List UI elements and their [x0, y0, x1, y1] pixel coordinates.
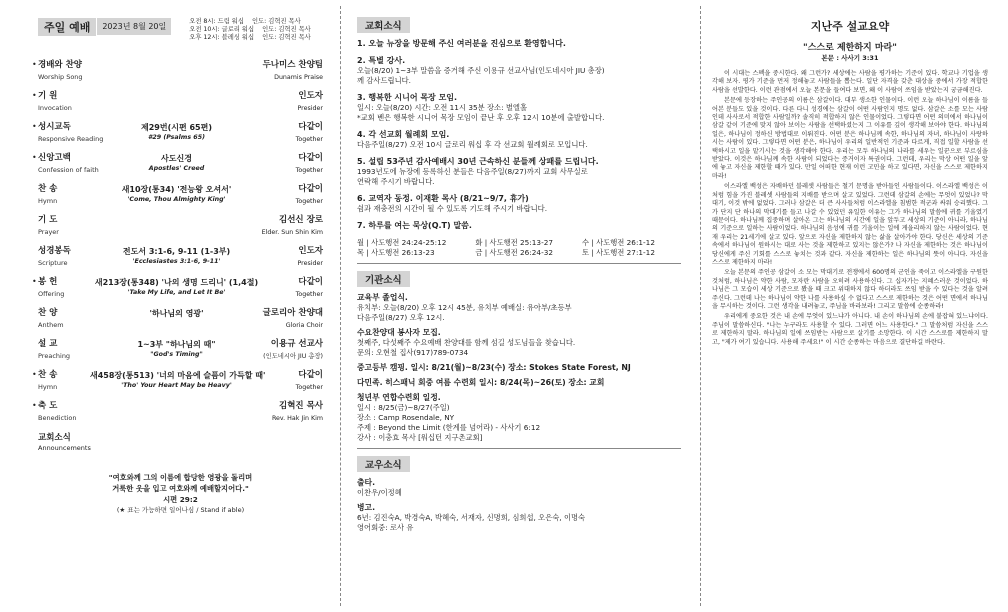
item-subtitle: Anthem [38, 321, 64, 329]
news-heading: 중고등부 캠핑. 일시: 8/21(월)~8/23(수) 장소: Stokes State Forest, NJ [357, 363, 631, 372]
item-detail [90, 339, 263, 359]
detail-title: 제29번(시편 65편) [140, 123, 212, 132]
news-line: 장소 : Camp Rosendale, NY [357, 413, 455, 422]
detail-subtitle: 'Come, Thou Almighty King' [127, 196, 226, 203]
sermon-scripture: 본문 : 사사기 3:31 [821, 54, 879, 62]
news-line: 6년: 김진숙A, 박경숙A, 박혜숙, 서재자, 신명희, 심희섭, 오은숙, 이명숙 [357, 513, 586, 522]
item-detail [90, 153, 263, 173]
leader-role: Rev. Hak Jin Kim [271, 415, 323, 422]
detail-subtitle: 'Tho' Your Heart May be Heavy' [121, 382, 232, 389]
worship-date: 2023년 8월 20일 [97, 18, 171, 35]
item-subtitle: Scripture [38, 259, 68, 267]
news-line: 다음주일(8/27) 오후 12시. [357, 313, 445, 322]
news-heading: 청년부 연합수련회 일정. [357, 393, 441, 402]
item-title: • 성시교독 [38, 122, 71, 132]
leader-name: 김선신 장로 [278, 215, 323, 225]
sermon-title: "스스로 제한하지 마라" [803, 43, 897, 53]
news-item [357, 56, 681, 86]
qt-schedule [357, 238, 681, 258]
news-item [357, 39, 681, 49]
item-title: 성경봉독 [38, 246, 71, 256]
leader-name: 다같이 [298, 184, 323, 194]
news-item [357, 93, 681, 123]
item-leader [297, 91, 323, 113]
news-line: 주제 : Beyond the Limit (한계를 넘어라) - 사사기 6:12 [357, 423, 541, 432]
worship-item [38, 339, 323, 365]
news-line: *교회 벤은 행복한 시니어 목장 모임이 끝난 후 오후 12시 10분에 출발합니다. [357, 113, 605, 122]
news-line: 이찬우/이정혜 [357, 488, 402, 497]
item-detail [90, 277, 263, 297]
news-heading: 7. 하루를 여는 묵상(Q.T) 말씀. [357, 221, 472, 230]
news-item [357, 503, 681, 533]
news-item [357, 194, 681, 214]
announcements-ko: 교회소식 [38, 433, 71, 443]
leader-name: 다같이 [298, 153, 323, 163]
news-item [357, 130, 681, 150]
item-subtitle: Prayer [38, 228, 59, 236]
leader-role: Together [295, 167, 323, 174]
schedule-row [189, 26, 311, 34]
item-subtitle: Confession of faith [38, 166, 99, 174]
detail-title: 새213장(통348) '나의 생명 드리니' (1,4절) [94, 278, 259, 287]
item-leader [263, 308, 323, 330]
leader-role: Together [295, 198, 323, 205]
item-subtitle: Responsive Reading [38, 135, 104, 143]
item-subtitle: Invocation [38, 104, 72, 112]
item-leader [272, 401, 323, 423]
item-title: 찬 송 [38, 184, 58, 194]
church-news-list [357, 39, 681, 231]
announcements-label [38, 433, 323, 452]
news-item [357, 393, 681, 443]
news-line: 께 감사드립니다. [357, 76, 411, 85]
news-heading: 3. 행복한 시니어 목장 모임. [357, 93, 458, 102]
worship-item [38, 91, 323, 117]
worship-item [38, 308, 323, 334]
announcements-en: Announcements [38, 444, 91, 452]
item-title: 찬 양 [38, 308, 58, 318]
detail-title: 사도신경 [161, 154, 192, 163]
detail-subtitle: "God's Timing" [150, 351, 203, 358]
item-leader [296, 277, 323, 299]
news-line: 오늘(8/20) 1~3부 말씀을 증거해 주신 이용규 선교사님(인도네시아 JIU 총장) [357, 66, 605, 75]
leader-role: Presider [297, 260, 323, 267]
news-heading: 다민족. 히스패닉 회중 여름 수련회 일시: 8/24(목)~26(토) 장소: 교회 [357, 378, 605, 387]
item-title: • 신앙고백 [38, 153, 71, 163]
news-item [357, 378, 681, 388]
leader-role: Gloria Choir [285, 322, 323, 329]
worship-item [38, 215, 323, 241]
news-line: 1993년도에 뉴장에 등록하신 분들은 다음주일(8/27)까지 교회 사무실로 [357, 167, 588, 176]
schedule-time: 오후 12시: 블레싱 워십 [189, 34, 255, 41]
item-subtitle: Hymn [38, 197, 58, 205]
verse-ref: 시편 29:2 [163, 495, 198, 504]
sermon-header: 지난주 설교요약 [810, 20, 890, 33]
qt-cell: 수 | 사도행전 26:1-12 [582, 238, 655, 247]
sermon-column [706, 0, 996, 612]
item-leader [296, 184, 323, 206]
detail-title: 새458장(통513) '너의 마음에 슬픔이 가득할 때' [90, 371, 266, 380]
item-leader [296, 153, 323, 175]
service-schedule [189, 18, 311, 42]
detail-title: '하나님의 영광' [149, 309, 204, 318]
qt-cell: 목 | 사도행전 26:13-23 [357, 248, 435, 257]
leader-role: Together [295, 384, 323, 391]
org-news-list [357, 293, 681, 443]
news-heading: 병고. [357, 503, 376, 512]
verse-line: "여호와께 그의 이름에 합당한 영광을 돌리며 [108, 473, 253, 482]
news-line: 일시 : 8/25(금)~8/27(주일) [357, 403, 450, 412]
leader-name: 글로리아 찬양대 [262, 308, 323, 318]
org-news-section [357, 263, 681, 443]
leader-name: 다같이 [298, 277, 323, 287]
news-line: 연락해 주시기 바랍니다. [357, 177, 435, 186]
item-title: 설 교 [38, 339, 58, 349]
news-item [357, 221, 681, 231]
news-line: 일시: 오늘(8/20) 시간: 오전 11시 35분 장소: 별엘홀 [357, 103, 527, 112]
detail-title: 전도서 3:1-6, 9-11 (1-3부) [122, 247, 231, 256]
leader-role: Elder. Sun Shin Kim [261, 229, 323, 236]
item-title: • 봉 헌 [38, 277, 58, 287]
schedule-row [189, 34, 311, 42]
news-heading: 2. 특별 강사. [357, 56, 406, 65]
schedule-time: 오전 8시: 드림 워십 [189, 18, 244, 25]
leader-role: Presider [297, 105, 323, 112]
item-leader [263, 60, 323, 82]
news-heading: 출타. [357, 478, 376, 487]
leader-name: 다같이 [298, 370, 323, 380]
schedule-leader: 인도: 김혁진 목사 [262, 26, 311, 33]
detail-title: 1~3부 "하나님의 때" [137, 340, 216, 349]
sermon-paragraph: 이 시대는 스펙을 중시한다. 왜 그런가? 세상에는 사람을 평가하는 기준이 있다. 학교나 기업을 생각해 보자. 평가 기준을 먼저 정해놓고 사람들을 뽑는다. 일단 자격을 갖춘 대상을 중에서 가장 적합한 사람을 선발한다. 이런 관점에서 오늘 본문을 들여다 보면, 왜 이 사람이 쓰임을 받았는지 궁금해진다. [712, 70, 988, 94]
org-news-header: 기관소식 [357, 271, 410, 287]
sermon-paragraph: 이스라엘 백성은 자배하던 블레셋 사람들은 철기 문명을 받아들인 사람들이다. 이스라엘 백성은 이처럼 힘을 가진 블레셋 사람들의 지배를 받으며 살고 있었다. 그런데 삼갈의 손에는 무엇이 있었나? 막대기, 이것 밖에 없었다. 그러나 삼갈은 더 큰 사사들처럼 이스라엘을 침범한 적군과 싸워 승리했다. 그가 단지 단 하나의 막대기를 들고 나갈 수 있었던 유일한 이유는 그가 하나님의 말씀에 귀를 기울였기 때문이다. 하나님께 집중하며 살아온 그는 하나님의 시간에 일을 앞두고 세상의 기준이 아니라, 하나님의 기준으로 일하는 사람이었다. 하나님의 음성에 귀를 기울이는 일에 게을리하지 않는 사람이었다. 현재 우리는 21세기에 살고 있다. 앞으로 자신을 제한하지 않는 삶을 살아가야 한다. 당신은 세상의 기준 속에서 하나님이 원하시는 대로 사는 것을 제한하고 있지는 않은가? 나 자신을 제한하는 것은 하나님이 당신에게 주신 기회를 스스로 놓치는 것과 같다. 자신을 제한하는 일은 하나님의 뜻이 아니다. 자신을 스스로 제한하지 마라! [712, 183, 988, 266]
qt-cell: 금 | 사도행전 26:24-32 [475, 248, 553, 257]
detail-subtitle: 'Take My Life, and Let It Be' [127, 289, 226, 296]
leader-name: 인도자 [298, 246, 323, 256]
item-leader [296, 370, 323, 392]
item-title: • 축 도 [38, 401, 58, 411]
item-detail [90, 122, 263, 142]
worship-header [38, 18, 323, 42]
news-item [357, 293, 681, 323]
item-title: • 기 원 [38, 91, 58, 101]
worship-title: 주일 예배 [38, 18, 96, 36]
item-subtitle: Benediction [38, 414, 77, 422]
item-title: 기 도 [38, 215, 58, 225]
member-news-section [357, 448, 681, 533]
column-divider [700, 6, 701, 606]
news-item [357, 478, 681, 498]
worship-order-list [38, 60, 323, 427]
news-item [357, 328, 681, 358]
item-detail [90, 308, 263, 319]
item-leader [263, 339, 323, 361]
leader-name: 두나미스 찬양팀 [262, 60, 323, 70]
news-line: 영어회중: 로사 유 [357, 523, 414, 532]
news-line: 유치부: 오늘(8/20) 오후 12시 45분, 유치부 예배실: 유아부/초등부 [357, 303, 572, 312]
closing-verse [38, 472, 323, 516]
schedule-leader: 인도: 김혁진 목사 [262, 34, 311, 41]
sermon-body [712, 70, 988, 347]
worship-item [38, 246, 323, 272]
leader-role: Dunamis Praise [274, 74, 323, 81]
member-news-header: 교우소식 [357, 456, 410, 472]
detail-subtitle: #29 (Psalms 65) [148, 134, 205, 141]
qt-cell: 토 | 사도행전 27:1-12 [582, 248, 655, 257]
item-detail [90, 370, 266, 390]
news-item [357, 157, 681, 187]
news-line: 첫째주, 다섯째주 수요예배 찬양대를 함께 섬길 성도님들을 찾습니다. [357, 338, 576, 347]
leader-name: 김혁진 목사 [278, 401, 323, 411]
news-heading: 수요찬양대 봉사자 모집. [357, 328, 441, 337]
leader-role: Together [295, 291, 323, 298]
news-heading: 5. 설립 53주년 감사예배시 30년 근속하신 분들께 상패를 드립니다. [357, 157, 599, 166]
news-heading: 6. 교역자 동정. 이재환 목사 (8/21~9/7, 휴가) [357, 194, 529, 203]
worship-item [38, 184, 323, 210]
detail-subtitle: 'Ecclesiastes 3:1-6, 9-11' [132, 258, 221, 265]
leader-role: Together [295, 136, 323, 143]
worship-column [0, 0, 337, 612]
leader-name: 이용규 선교사 [270, 339, 323, 349]
worship-item [38, 60, 323, 86]
verse-line: 거룩한 옷을 입고 여호와께 예배할지어다." [112, 484, 249, 493]
news-item [357, 363, 681, 373]
leader-name: 다같이 [298, 122, 323, 132]
sermon-paragraph: 본문에 등장하는 주인공의 이름은 삼갈이다. 대부 생소한 인물이다. 이런 오늘 하나님이 이름을 들어본 분들도 있을 것이다. 다른 다니 성경에는 삼갈이 어떤 사람인지 명도 없다. 삼갈은 소를 모는 사람인데 사사로서 적합한 사람일까? 솔직히 적합하지 않은 인물이었다. 그렇다면 어떤 의미에서 하나님이 삼갈 같이 기준에 맞지 않아 보이는 사람을 선택하셨는지 그 이유를 깊이 생각해 보아야 한다. 하나님의 일은, 하나님이 정하신 방법대로 이뤄진다. 어떤 분은 하나님께 속한, 하나님의 자녀, 하나님이 사랑하시는 사람이 있다. 그렇다면 어떤 분은, 하나님이 우리의 일반적인 기준과 다르게, 직접 일할 사람을 선택하시고 일을 맡기시는 것을 생각해야 한다. 우리는 모두 하나님의 나라를 세우는 일꾼으로 부르심을 받았다. 이것은 하나님께 속한 사람이 되었다는 증거이자 특권이다. 그런데, 우리는 막상 어떤 일을 앞에 놓고 자신을 제한할 때가 있다. 만일 어떠한 현재 이런 고민을 하고 있다면, 자신을 스스로 제한하지 마라! [712, 97, 988, 180]
item-subtitle: Offering [38, 290, 65, 298]
news-heading: 4. 각 선교회 월례회 모임. [357, 130, 450, 139]
leader-role: (인도네시아 JIU 총장) [263, 353, 323, 360]
leader-name: 인도자 [298, 91, 323, 101]
news-heading: 교육부 졸업식. [357, 293, 408, 302]
worship-item [38, 122, 323, 148]
item-title: • 경배와 찬양 [38, 60, 83, 70]
item-leader [297, 246, 323, 268]
schedule-row [189, 18, 311, 26]
member-news-list [357, 478, 681, 533]
schedule-leader: 인도: 김혁진 목사 [251, 18, 301, 25]
news-line: 강사 : 이충효 목사 [워십턴 지구촌교회] [357, 433, 483, 442]
schedule-time: 오전 10시: 글로리 워십 [189, 26, 255, 33]
news-column [345, 0, 689, 612]
item-detail [90, 246, 263, 266]
detail-subtitle: Apostles' Creed [148, 165, 205, 172]
worship-item [38, 401, 323, 427]
news-line: 쉼과 재충전의 시간이 될 수 있도록 기도해 주시기 바랍니다. [357, 204, 548, 213]
item-leader [296, 122, 323, 144]
item-leader [262, 215, 323, 237]
item-title: • 찬 송 [38, 370, 58, 380]
qt-cell: 화 | 사도행전 25:13-27 [475, 238, 553, 247]
stand-note: (★ 표는 가능하면 일어나심 / Stand if able) [116, 506, 245, 514]
sermon-paragraph: 우리에게 중요한 것은 내 손에 무엇이 있느냐가 아니다. 내 손이 하나님의 손에 붙잡혀 있느냐이다. 주님이 말씀하신다. "나는 누구라도 사용할 수 있다. 그러면 어느 사용한다." 그 말씀처럼 자신을 스스로 제한하지 말라. 하나님의 일에 쓰임받는 사람으로 살기를 소망한다. 이 시간 스스로를 제한하지 말고, "제가 여기 있습니다. 사용해 주세요!" 이 시간 순종하는 마음으로 결단하길 바란다. [712, 313, 988, 346]
column-divider [340, 6, 341, 606]
news-heading: 1. 오늘 뉴장을 방문해 주신 여러분을 진심으로 환영합니다. [357, 39, 566, 48]
item-subtitle: Preaching [38, 352, 71, 360]
detail-title: 새10장(통34) '전능왕 오셔서' [121, 185, 232, 194]
item-detail [90, 184, 263, 204]
qt-cell: 월 | 사도행전 24:24-25:12 [357, 238, 447, 247]
item-subtitle: Hymn [38, 383, 58, 391]
worship-item [38, 370, 323, 396]
church-news-header: 교회소식 [357, 17, 410, 33]
worship-item [38, 153, 323, 179]
item-subtitle: Worship Song [38, 73, 83, 81]
worship-item [38, 277, 323, 303]
news-line: 다음주일(8/27) 오전 10시 글로리 워십 후 각 선교회 월례회로 모입니다. [357, 140, 588, 149]
sermon-paragraph: 오늘 본문의 주인공 삼갈이 소 모는 막대기로 전쟁에서 600명의 군인을 죽이고 이스라엘을 구원한 것처럼, 하나님은 약한 사람, 모자란 사람을 오히려 사용하신다. 그 십자가는 지혜스러운 것이었다. 하나님은 그 모습이 세상 기준으로 봤을 때 크고 위대하지 않다 하더라도 쓰임 받을 수 있다는 것을 알려 주신다. 그런데 나는 하나님이 약한 나를 사용하실 수 없다고 스스로 제한하는 것은 어떤 면에서 하나님을 무시하는 것이다. 그런 생각을 내려놓고, 주님을 바라보라! 그리고 말씀에 순종하라! [712, 269, 988, 310]
news-line: 문의: 오현철 집사(917)789-0734 [357, 348, 469, 357]
